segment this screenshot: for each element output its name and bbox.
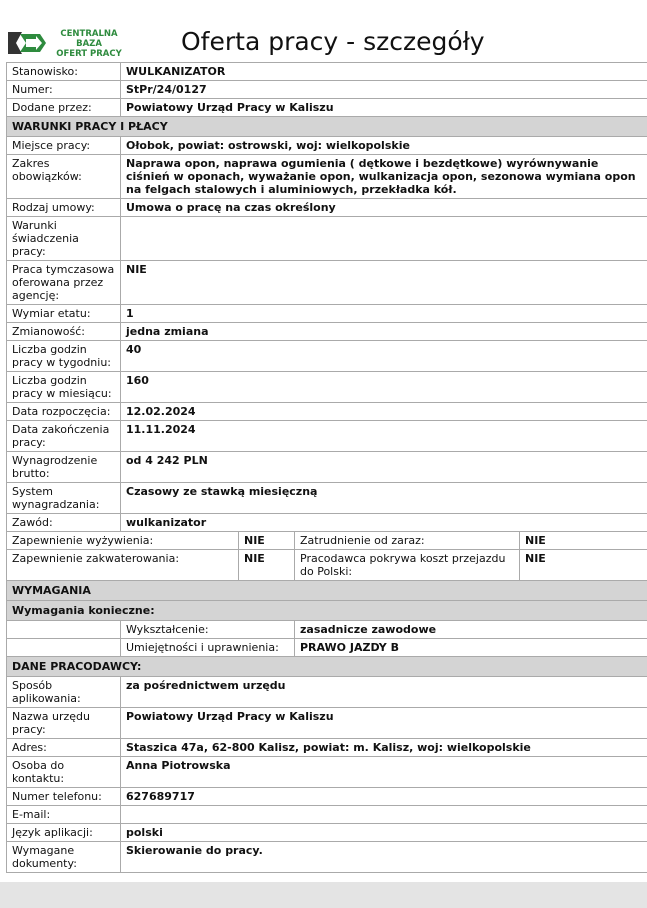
label: System wynagradzania: xyxy=(7,483,121,514)
value: Powiatowy Urząd Pracy w Kaliszu xyxy=(121,708,647,739)
label: Osoba do kontaktu: xyxy=(7,757,121,788)
value: zasadnicze zawodowe xyxy=(295,621,647,639)
row-condition xyxy=(7,199,647,217)
value: Ołobok, powiat: ostrowski, woj: wielkopolskie xyxy=(121,137,647,155)
row-condition xyxy=(7,403,647,421)
row-employer xyxy=(7,806,647,824)
cbop-logo-icon xyxy=(6,30,48,56)
row-condition xyxy=(7,452,647,483)
section-work-conditions xyxy=(7,117,647,137)
logo-line-2: OFERT PRACY xyxy=(56,49,122,59)
value: jedna zmiana xyxy=(121,323,647,341)
row-condition xyxy=(7,155,647,199)
value: wulkanizator xyxy=(121,514,647,532)
row-stanowisko xyxy=(7,63,647,81)
row-flags xyxy=(7,532,647,550)
value: Czasowy ze stawką miesięczną xyxy=(121,483,647,514)
value: NIE xyxy=(121,261,647,305)
indent-cell xyxy=(7,621,121,639)
logo-line-1: CENTRALNA BAZA xyxy=(60,29,118,49)
label: Data zakończenia pracy: xyxy=(7,421,121,452)
row-condition xyxy=(7,323,647,341)
label: Praca tymczasowa oferowana przez agencję: xyxy=(7,261,121,305)
label: Wymiar etatu: xyxy=(7,305,121,323)
flag-value: NIE xyxy=(239,532,295,550)
label: Sposób aplikowania: xyxy=(7,677,121,708)
row-employer xyxy=(7,677,647,708)
section-requirements xyxy=(7,581,647,601)
row-requirement xyxy=(7,639,647,657)
value: Skierowanie do pracy. xyxy=(121,842,647,873)
value: Staszica 47a, 62-800 Kalisz, powiat: m. Kalisz, woj: wielkopolskie xyxy=(121,739,647,757)
flag-value: NIE xyxy=(520,532,647,550)
row-condition xyxy=(7,217,647,261)
row-condition xyxy=(7,137,647,155)
label: Rodzaj umowy: xyxy=(7,199,121,217)
label: Zmianowość: xyxy=(7,323,121,341)
label: Wynagrodzenie brutto: xyxy=(7,452,121,483)
flag-value: NIE xyxy=(520,550,647,581)
row-numer xyxy=(7,81,647,99)
label: Język aplikacji: xyxy=(7,824,121,842)
flag-value: NIE xyxy=(239,550,295,581)
section-subtitle: Wymagania konieczne: xyxy=(7,601,647,621)
section-title: DANE PRACODAWCY: xyxy=(7,657,647,677)
label: Numer: xyxy=(7,81,121,99)
row-dodane xyxy=(7,99,647,117)
value: 11.11.2024 xyxy=(121,421,647,452)
row-employer xyxy=(7,757,647,788)
label: Warunki świadczenia pracy: xyxy=(7,217,121,261)
page-bottom-edge xyxy=(0,882,647,908)
offer-table xyxy=(6,62,647,873)
section-required xyxy=(7,601,647,621)
label: Adres: xyxy=(7,739,121,757)
offer-details xyxy=(6,62,647,873)
section-employer xyxy=(7,657,647,677)
label: Wymagane dokumenty: xyxy=(7,842,121,873)
value: polski xyxy=(121,824,647,842)
flag-label: Zapewnienie zakwaterowania: xyxy=(7,550,239,581)
cbop-logo xyxy=(6,28,130,60)
row-employer xyxy=(7,842,647,873)
row-flags xyxy=(7,550,647,581)
value: za pośrednictwem urzędu xyxy=(121,677,647,708)
flag-label: Zatrudnienie od zaraz: xyxy=(295,532,520,550)
value: Naprawa opon, naprawa ogumienia ( dętkowe i bezdętkowe) wyrównywanie ciśnień w oponach, wyważanie opon, wulkanizacja opon, sezonowa wymiana opon na felgach stalowych i aluminiowych, przekładka kół. xyxy=(121,155,647,199)
job-title-value: WULKANIZATOR xyxy=(121,63,647,81)
added-by-value: Powiatowy Urząd Pracy w Kaliszu xyxy=(121,99,647,117)
row-employer xyxy=(7,788,647,806)
value: PRAWO JAZDY B xyxy=(295,639,647,657)
value: Umowa o pracę na czas określony xyxy=(121,199,647,217)
row-condition xyxy=(7,421,647,452)
row-condition xyxy=(7,341,647,372)
value: 627689717 xyxy=(121,788,647,806)
row-employer xyxy=(7,824,647,842)
label: E-mail: xyxy=(7,806,121,824)
row-employer xyxy=(7,739,647,757)
label: Numer telefonu: xyxy=(7,788,121,806)
label: Nazwa urzędu pracy: xyxy=(7,708,121,739)
value: 12.02.2024 xyxy=(121,403,647,421)
label: Zakres obowiązków: xyxy=(7,155,121,199)
flag-label: Pracodawca pokrywa koszt przejazdu do Polski: xyxy=(295,550,520,581)
section-title: WARUNKI PRACY I PŁACY xyxy=(7,117,647,137)
flag-label: Zapewnienie wyżywienia: xyxy=(7,532,239,550)
label: Liczba godzin pracy w tygodniu: xyxy=(7,341,121,372)
value xyxy=(121,217,647,261)
value: 160 xyxy=(121,372,647,403)
section-title: WYMAGANIA xyxy=(7,581,647,601)
label: Dodane przez: xyxy=(7,99,121,117)
label: Umiejętności i uprawnienia: xyxy=(121,639,295,657)
row-employer xyxy=(7,708,647,739)
value: Anna Piotrowska xyxy=(121,757,647,788)
label: Wykształcenie: xyxy=(121,621,295,639)
value: od 4 242 PLN xyxy=(121,452,647,483)
value: 1 xyxy=(121,305,647,323)
label: Miejsce pracy: xyxy=(7,137,121,155)
row-condition xyxy=(7,483,647,514)
indent-cell xyxy=(7,639,121,657)
logo-text xyxy=(49,29,129,59)
row-condition xyxy=(7,305,647,323)
row-condition xyxy=(7,372,647,403)
label: Zawód: xyxy=(7,514,121,532)
value xyxy=(121,806,647,824)
label: Data rozpoczęcia: xyxy=(7,403,121,421)
page-header xyxy=(0,0,647,62)
page-title: Oferta pracy - szczegóły xyxy=(181,27,485,56)
value: 40 xyxy=(121,341,647,372)
row-condition xyxy=(7,261,647,305)
offer-number-value: StPr/24/0127 xyxy=(121,81,647,99)
label: Stanowisko: xyxy=(7,63,121,81)
row-condition xyxy=(7,514,647,532)
row-requirement xyxy=(7,621,647,639)
label: Liczba godzin pracy w miesiącu: xyxy=(7,372,121,403)
